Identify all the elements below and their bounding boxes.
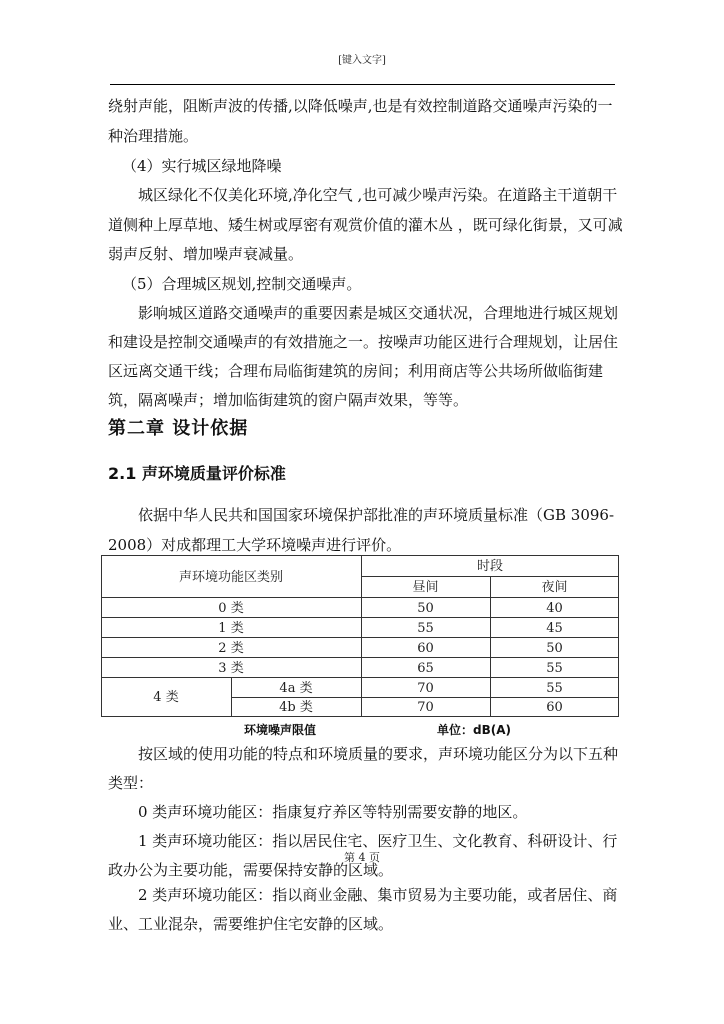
chapter-heading: 第二章 设计依据	[108, 418, 249, 439]
row-day-value: 60	[417, 641, 434, 656]
row-subcategory: 4a 类	[279, 681, 313, 696]
body-line: 2 类声环境功能区：指以商业金融、集市贸易为主要功能，或者居住、商	[138, 886, 618, 904]
header-period: 时段	[476, 559, 503, 574]
body-line: 区远离交通干线；合理布局临街建筑的房间；利用商店等公共场所做临街建	[108, 362, 604, 380]
row-night-value: 40	[546, 601, 563, 616]
subheading-5: （5）合理城区规划,控制交通噪声。	[122, 275, 362, 293]
header-day: 昼间	[412, 580, 439, 595]
row-category: 2 类	[218, 641, 244, 656]
section-heading: 2.1 声环境质量评价标准	[108, 464, 286, 483]
row-night-value: 60	[546, 700, 563, 715]
body-line: 依据中华人民共和国国家环境保护部批准的声环境质量标准（GB 3096-	[138, 506, 615, 524]
body-line: 政办公为主要功能，需要保持安静的区域。	[108, 861, 394, 879]
header-category: 声环境功能区类别	[178, 570, 283, 585]
table-caption: 环境噪声限值	[244, 723, 317, 737]
header-night: 夜间	[541, 580, 568, 595]
row-subcategory: 4b 类	[279, 700, 313, 715]
body-line: 2008）对成都理工大学环境噪声进行评价。	[108, 536, 402, 554]
body-line: 按区域的使用功能的特点和环境质量的要求，声环境功能区分为以下五种	[138, 745, 619, 763]
table-unit: 单位：dB(A)	[437, 723, 511, 737]
row-day-value: 50	[417, 601, 434, 616]
body-line: 筑，隔离噪声；增加临街建筑的窗户隔声效果，等等。	[108, 391, 469, 409]
row-day-value: 55	[417, 621, 434, 636]
body-line: 类型：	[108, 774, 154, 792]
row-night-value: 55	[546, 661, 563, 676]
header-rule	[110, 84, 615, 85]
body-line: 0 类声环境功能区：指康复疗养区等特别需要安静的地区。	[138, 803, 528, 821]
row-category: 0 类	[218, 601, 244, 616]
body-line: 1 类声环境功能区：指以居民住宅、医疗卫生、文化教育、科研设计、行	[138, 832, 618, 850]
body-line: 城区绿化不仅美化环境,净化空气 ,也可减少噪声污染。在道路主干道朝干	[138, 186, 618, 204]
page-number: 第 4 页	[344, 851, 380, 864]
row-day-value: 70	[417, 700, 434, 715]
page-header: [键入文字]	[338, 55, 386, 66]
row-category: 3 类	[218, 661, 244, 676]
noise-limit-table	[101, 555, 619, 717]
row-night-value: 45	[546, 621, 563, 636]
body-line: 业、工业混杂，需要维护住宅安静的区域。	[108, 915, 394, 933]
row-night-value: 55	[546, 681, 563, 696]
body-line: 绕射声能，阻断声波的传播,以降低噪声,也是有效控制道路交通噪声污染的一	[108, 97, 613, 115]
body-line: 和建设是控制交通噪声的有效措施之一。按噪声功能区进行合理规划，让居住	[108, 333, 619, 351]
body-line: 道侧种上厚草地、矮生树或厚密有观赏价值的灌木丛 ，既可绿化街景，又可减	[108, 216, 623, 234]
body-line: 种治理措施。	[108, 127, 199, 145]
subheading-4: （4）实行城区绿地降噪	[122, 157, 282, 175]
row-night-value: 50	[546, 641, 563, 656]
row-category: 1 类	[218, 621, 244, 636]
class4-label: 4 类	[153, 690, 179, 705]
row-day-value: 65	[417, 661, 434, 676]
row-day-value: 70	[417, 681, 434, 696]
body-line: 弱声反射、增加噪声衰减量。	[108, 245, 304, 263]
body-line: 影响城区道路交通噪声的重要因素是城区交通状况，合理地进行城区规划	[138, 304, 619, 322]
